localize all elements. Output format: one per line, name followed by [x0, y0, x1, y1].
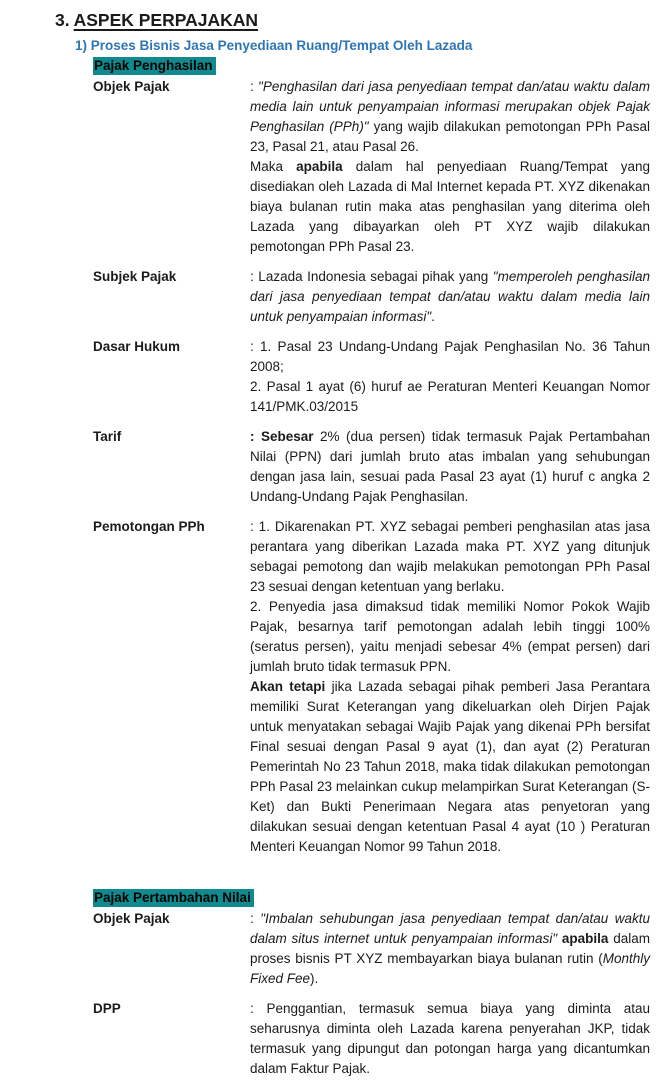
text-segment: "Penghasilan dari jasa penyediaan tempat dan/atau waktu dalam media lain untuk penyampaian informasi merupakan objek Pajak Penghasilan (PPh)" [250, 79, 650, 134]
row-content [250, 427, 650, 507]
row-content [250, 999, 650, 1079]
table-row [93, 999, 650, 1079]
text-segment: : Lazada Indonesia sebagai pihak yang [250, 269, 493, 284]
row-label: Pemotongan PPh [93, 519, 205, 534]
section-title-highlight: Pajak Pertambahan Nilai [93, 889, 254, 907]
tax-section [93, 57, 650, 857]
text-segment: Maka [250, 159, 297, 174]
table-row [93, 267, 650, 327]
text-segment: apabila [296, 159, 343, 174]
table-row [93, 517, 650, 857]
row-label: Dasar Hukum [93, 339, 181, 354]
text-segment: : Penggantian, termasuk semua biaya yang diminta atau seharusnya diminta oleh Lazada karena penyerahan JKP, tidak termasuk yang dipungut dan potongan harga yang dicantumkan dalam Faktur Pajak. [250, 1001, 650, 1076]
row-content [250, 77, 650, 257]
text-segment: yang wajib dilakukan pemotongan PPh Pasal 23, Pasal 21, atau Pasal 26. [250, 119, 650, 154]
page-title [55, 10, 650, 31]
text-segment: 2. Pasal 1 ayat (6) huruf ae Peraturan Menteri Keuangan Nomor 141/PMK.03/2015 [250, 379, 650, 414]
heading-number: 3. [55, 10, 70, 30]
text-segment: Akan tetapi [250, 679, 326, 694]
row-content [250, 337, 650, 417]
text-segment: dalam proses bisnis PT XYZ membayarkan biaya bulanan rutin ( [250, 931, 650, 966]
subsection-heading: 1) Proses Bisnis Jasa Penyediaan Ruang/Tempat Oleh Lazada [75, 38, 473, 53]
text-segment: Monthly Fixed Fee [250, 951, 650, 986]
table-row [93, 909, 650, 989]
text-segment: . [431, 309, 435, 324]
text-segment: : Sebesar [250, 429, 314, 444]
row-label: Subjek Pajak [93, 269, 177, 284]
text-segment: : 1. Pasal 23 Undang-Undang Pajak Penghasilan No. 36 Tahun 2008; [250, 339, 650, 374]
section-title-highlight: Pajak Penghasilan [93, 57, 216, 75]
text-segment: jika Lazada sebagai pihak pemberi Jasa Perantara memiliki Surat Keterangan yang dikeluarkan oleh Dirjen Pajak untuk menyatakan sebagai Wajib Pajak yang dikenai PPh bersifat Final sesuai dengan Pasal 9 ayat (1), dan ayat (2) Peraturan Pemerintah No 23 Tahun 2018, maka tidak dilakukan pemotongan PPh Pasal 23 melainkan cukup melampirkan Surat Keterangan (S-Ket) dan Bukti Penerimaan Negara atas penyetoran yang dilakukan sesuai dengan ketentuan Pasal 4 ayat (10 ) Peraturan Menteri Keuangan Nomor 99 Tahun 2018. [250, 679, 650, 854]
row-content [250, 267, 650, 327]
text-segment: ). [310, 971, 319, 986]
row-label: DPP [93, 1001, 121, 1016]
row-content [250, 909, 650, 989]
table-row [93, 427, 650, 507]
row-label: Objek Pajak [93, 79, 170, 94]
text-segment: "Imbalan sehubungan jasa penyediaan tempat dan/atau waktu dalam situs internet untuk penyampaian informasi" [250, 911, 650, 946]
text-segment: dalam hal penyediaan Ruang/Tempat yang disediakan oleh Lazada di Mal Internet kepada PT. XYZ dikenakan biaya bulanan rutin maka atas penghasilan yang diterima oleh Lazada yang dibayarkan oleh PT XYZ wajib dilakukan pemotongan PPh Pasal 23. [250, 159, 650, 254]
text-segment: : 1. Dikarenakan PT. XYZ sebagai pemberi penghasilan atas jasa perantara yang diberikan Lazada maka PT. XYZ yang ditunjuk sebagai pemotong dan wajib melakukan pemotongan PPh Pasal 23 sesuai dengan ketentuan yang berlaku. [250, 519, 650, 594]
row-label: Objek Pajak [93, 911, 170, 926]
row-content [250, 517, 650, 857]
text-segment: 2. Penyedia jasa dimaksud tidak memiliki Nomor Pokok Wajib Pajak, besarnya tarif pemotongan adalah lebih tinggi 100% (seratus persen), yaitu menjadi sebesar 4% (empat persen) dari jumlah bruto tidak termasuk PPN. [250, 599, 650, 674]
text-segment: : [250, 79, 259, 94]
tax-sections [93, 57, 650, 1079]
table-row [93, 337, 650, 417]
text-segment: 2% (dua persen) tidak termasuk Pajak Pertambahan Nilai (PPN) dari jumlah bruto atas imbalan yang sehubungan dengan jasa lain, sesuai pada Pasal 23 ayat (1) huruf c angka 2 Undang-Undang Pajak Penghasilan. [250, 429, 650, 504]
table-row [93, 77, 650, 257]
heading-title: ASPEK PERPAJAKAN [73, 10, 259, 30]
text-segment: "memperoleh penghasilan dari jasa penyediaan tempat dan/atau waktu dalam media lain untuk penyampaian informasi" [250, 269, 650, 324]
text-segment: : [250, 911, 261, 926]
row-label: Tarif [93, 429, 122, 444]
tax-section [93, 889, 650, 1079]
text-segment: apabila [561, 931, 609, 946]
